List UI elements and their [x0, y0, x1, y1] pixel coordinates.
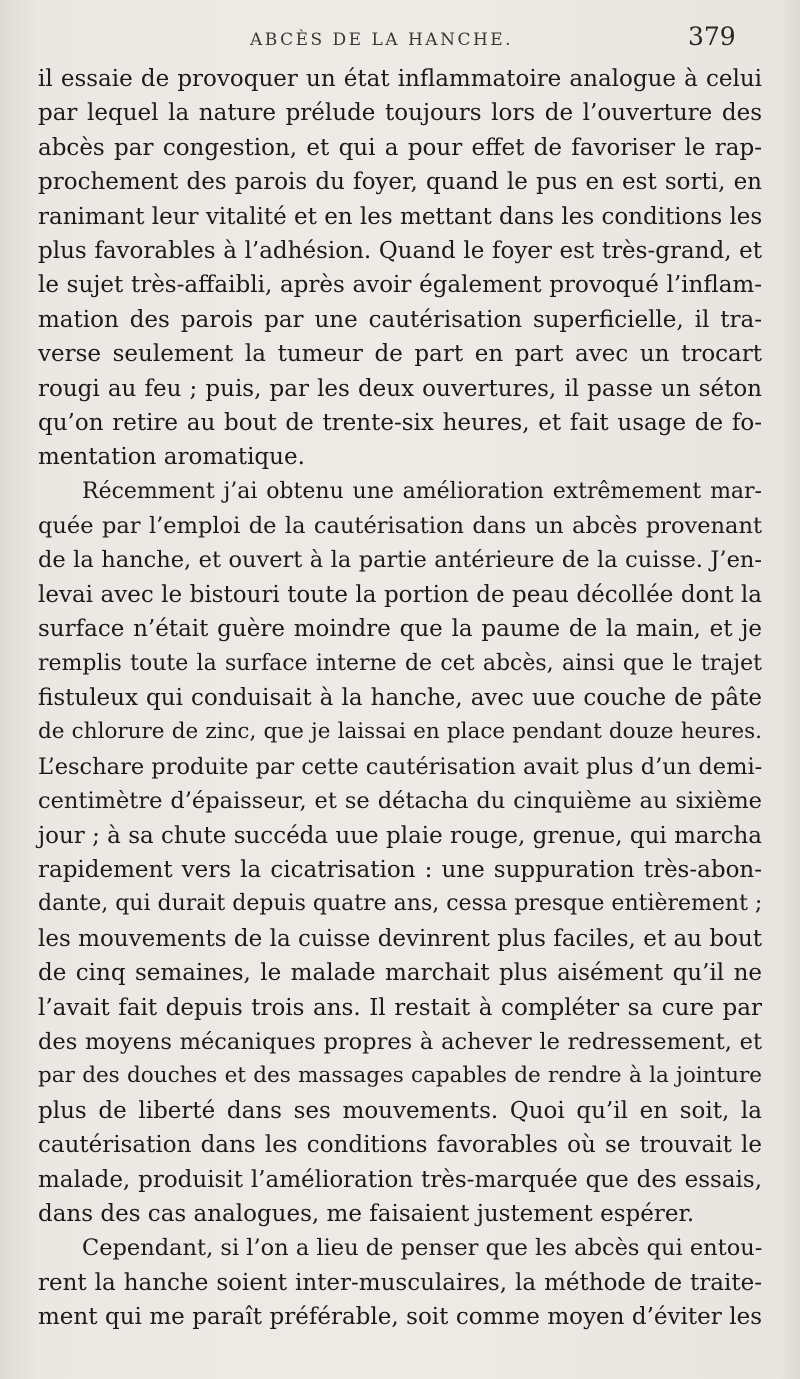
text-line: plus de liberté dans ses mouvements. Quoi qu’il en soit, la	[38, 1097, 762, 1124]
running-head-title: ABCÈS DE LA HANCHE.	[250, 30, 514, 50]
text-line: rapidement vers la cicatrisation : une suppuration très-abon-	[38, 856, 762, 883]
text-line: plus favorables à l’adhésion. Quand le foyer est très-grand, et	[38, 237, 762, 264]
text-line: les mouvements de la cuisse devinrent plus faciles, et au bout	[38, 925, 762, 952]
text-line: cautérisation dans les conditions favorables où se trouvait le	[38, 1132, 762, 1159]
running-head	[0, 22, 800, 58]
text-line: mation des parois par une cautérisation superficielle, il tra-	[38, 306, 762, 333]
text-line: centimètre d’épaisseur, et se détacha du cinquième au sixième	[38, 788, 762, 815]
body-text	[38, 62, 762, 1334]
text-line: mentation aromatique.	[38, 444, 305, 471]
text-line: le sujet très-affaibli, après avoir également provoqué l’inflam-	[38, 272, 762, 299]
text-line: qu’on retire au bout de trente-six heures, et fait usage de fo-	[38, 409, 762, 436]
text-line: l’avait fait depuis trois ans. Il restait à compléter sa cure par	[38, 994, 762, 1021]
text-line: prochement des parois du foyer, quand le pus en est sorti, en	[38, 169, 762, 196]
text-line: remplis toute la surface interne de cet abcès, ainsi que le trajet	[38, 650, 762, 676]
text-line: rougi au feu ; puis, par les deux ouvertures, il passe un séton	[38, 375, 762, 402]
text-line: fistuleux qui conduisait à la hanche, avec uue couche de pâte	[38, 685, 762, 712]
text-line: malade, produisit l’amélioration très-marquée que des essais,	[38, 1166, 762, 1193]
text-line: Cependant, si l’on a lieu de penser que les abcès qui entou-	[82, 1235, 763, 1262]
text-line: abcès par congestion, et qui a pour effet de favoriser le rap-	[38, 134, 762, 161]
text-line: de chlorure de zinc, que je laissai en place pendant douze heures.	[38, 719, 762, 745]
text-line: levai avec le bistouri toute la portion de peau décollée dont la	[38, 581, 762, 608]
text-line: dans des cas analogues, me faisaient justement espérer.	[38, 1200, 695, 1227]
text-line: ment qui me paraît préférable, soit comme moyen d’éviter les	[38, 1304, 762, 1331]
text-line: surface n’était guère moindre que la paume de la main, et je	[38, 616, 762, 643]
text-line: de la hanche, et ouvert à la partie antérieure de la cuisse. J’en-	[38, 547, 762, 574]
text-line: Récemment j’ai obtenu une amélioration extrêmement mar-	[82, 478, 762, 504]
page-number: 379	[688, 22, 736, 51]
text-line: jour ; à sa chute succéda uue plaie rouge, grenue, qui marcha	[38, 822, 762, 849]
text-line: L’eschare produite par cette cautérisation avait plus d’un demi-	[38, 753, 763, 780]
text-line: quée par l’emploi de la cautérisation dans un abcès provenant	[38, 513, 762, 540]
text-line: dante, qui durait depuis quatre ans, cessa presque entièrement ;	[38, 891, 763, 917]
text-line: des moyens mécaniques propres à achever le redressement, et	[38, 1028, 762, 1055]
text-line: verse seulement la tumeur de part en part avec un trocart	[38, 341, 762, 368]
text-line: ranimant leur vitalité et en les mettant dans les conditions les	[38, 203, 763, 230]
text-line: de cinq semaines, le malade marchait plus aisément qu’il ne	[38, 960, 762, 987]
text-line: il essaie de provoquer un état inflammatoire analogue à celui	[38, 66, 762, 92]
text-line: par lequel la nature prélude toujours lors de l’ouverture des	[38, 100, 762, 127]
text-line: rent la hanche soient inter-musculaires, la méthode de traite-	[38, 1269, 762, 1296]
text-line: par des douches et des massages capables de rendre à la jointure	[38, 1063, 762, 1089]
